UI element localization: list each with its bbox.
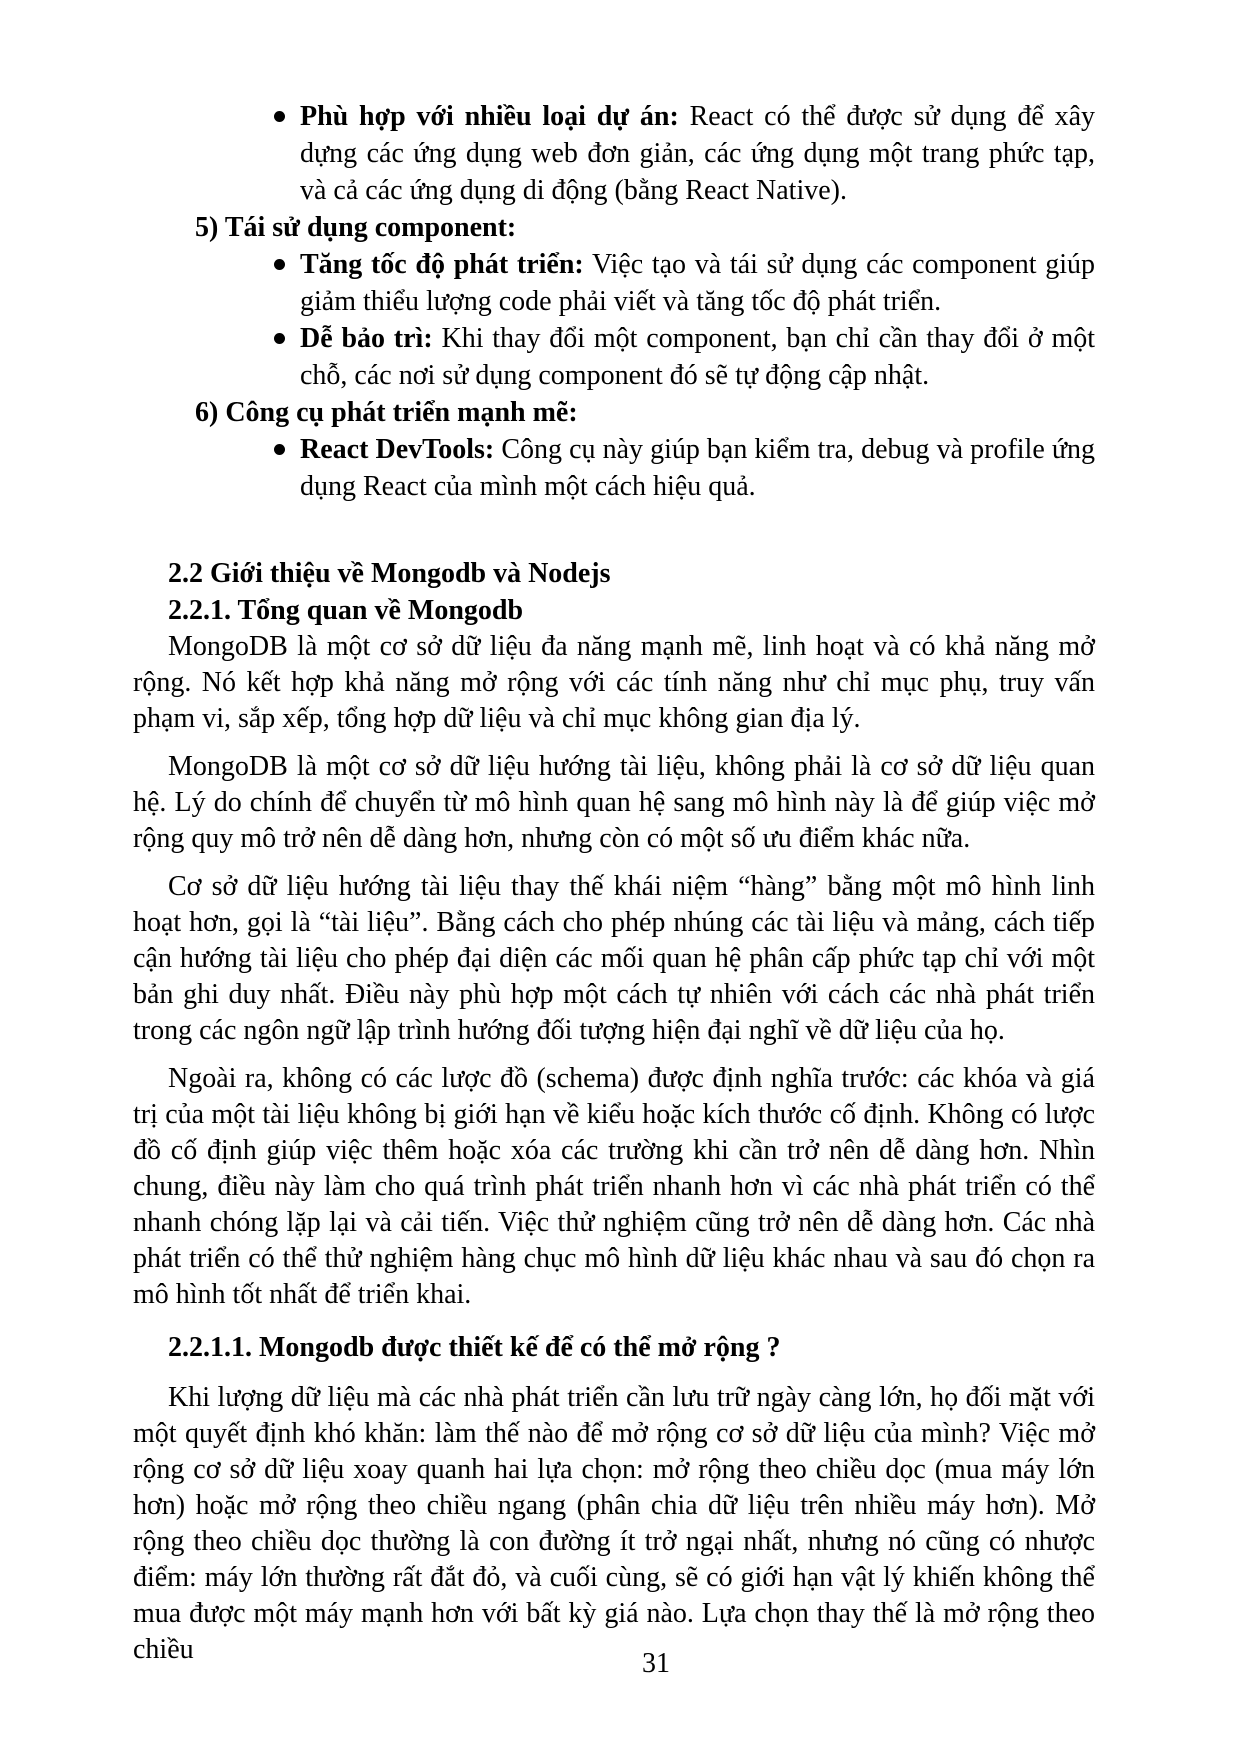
bullet-icon: [274, 111, 285, 122]
list-item: [133, 98, 1095, 209]
list-item-text: React có thể được sử dụng để xây dựng các ứng dụng web đơn giản, các ứng dụng một trang phức tạp, và cả các ứng dụng di động (bằng React Native).: [300, 101, 1095, 206]
list-item-text: Khi thay đổi một component, bạn chỉ cần thay đổi ở một chỗ, các nơi sử dụng component đó sẽ tự động cập nhật.: [300, 323, 1095, 391]
list-item-numbered: [133, 209, 1095, 246]
list-item: [133, 320, 1095, 394]
bullet-icon: [274, 444, 285, 455]
page-number: 31: [642, 1648, 670, 1679]
subsection-heading: 2.2.1. Tổng quan về Mongodb: [168, 595, 524, 626]
numbered-item-label: 5) Tái sử dụng component:: [195, 212, 517, 243]
paragraph: MongoDB là một cơ sở dữ liệu hướng tài liệu, không phải là cơ sở dữ liệu quan hệ. Lý do chính để chuyển từ mô hình quan hệ sang mô hình này là để giúp việc mở rộng quy mô trở nên dễ dàng hơn, nhưng còn có một số ưu điểm khác nữa.: [133, 751, 1095, 854]
list-item-lead: Tăng tốc độ phát triển:: [300, 249, 584, 280]
bullet-icon: [274, 259, 285, 270]
list-item-lead: React DevTools:: [300, 434, 495, 465]
paragraph: Ngoài ra, không có các lược đồ (schema) được định nghĩa trước: các khóa và giá trị của một tài liệu không bị giới hạn về kiểu hoặc kích thước cố định. Không có lược đồ cố định giúp việc thêm hoặc xóa các trường khi cần trở nên dễ dàng hơn. Nhìn chung, điều này làm cho quá trình phát triển nhanh hơn vì các nhà phát triển có thể nhanh chóng lặp lại và cải tiến. Việc thử nghiệm cũng trở nên dễ dàng hơn. Các nhà phát triển có thể thử nghiệm hàng chục mô hình dữ liệu khác nhau và sau đó chọn ra mô hình tốt nhất để triển khai.: [133, 1063, 1095, 1310]
paragraph: Khi lượng dữ liệu mà các nhà phát triển cần lưu trữ ngày càng lớn, họ đối mặt với một quyết định khó khăn: làm thế nào để mở rộng cơ sở dữ liệu của mình? Việc mở rộng cơ sở dữ liệu xoay quanh hai lựa chọn: mở rộng theo chiều dọc (mua máy lớn hơn) hoặc mở rộng theo chiều ngang (phân chia dữ liệu trên nhiều máy hơn). Mở rộng theo chiều dọc thường là con đường ít trở ngại nhất, nhưng nó cũng có nhược điểm: máy lớn thường rất đắt đỏ, và cuối cùng, sẽ có giới hạn vật lý khiến không thể mua được một máy mạnh hơn với bất kỳ giá nào. Lựa chọn thay thế là mở rộng theo chiều: [133, 1382, 1095, 1665]
list-item-lead: Phù hợp với nhiều loại dự án:: [300, 101, 679, 132]
bullet-icon: [274, 333, 285, 344]
react-feature-list: [133, 98, 1095, 505]
list-item-lead: Dễ bảo trì:: [300, 323, 433, 354]
list-item-text: Công cụ này giúp bạn kiểm tra, debug và profile ứng dụng React của mình một cách hiệu quả.: [300, 434, 1096, 502]
list-item: [133, 246, 1095, 320]
page-content: [133, 98, 1095, 1668]
list-item-text: Việc tạo và tái sử dụng các component giúp giảm thiểu lượng code phải viết và tăng tốc độ phát triển.: [300, 249, 1096, 317]
paragraph: Cơ sở dữ liệu hướng tài liệu thay thế khái niệm “hàng” bằng một mô hình linh hoạt hơn, gọi là “tài liệu”. Bằng cách cho phép nhúng các tài liệu và mảng, cách tiếp cận hướng tài liệu cho phép đại diện các mối quan hệ phân cấp phức tạp chỉ với một bản ghi duy nhất. Điều này phù hợp một cách tự nhiên với cách các nhà phát triển trong các ngôn ngữ lập trình hướng đối tượng hiện đại nghĩ về dữ liệu của họ.: [133, 871, 1095, 1046]
list-item-numbered: [133, 394, 1095, 431]
list-item: [133, 431, 1095, 505]
section-heading: 2.2 Giới thiệu về Mongodb và Nodejs: [168, 558, 611, 589]
subsubsection-heading: 2.2.1.1. Mongodb được thiết kế để có thể mở rộng ?: [168, 1332, 781, 1363]
paragraph: MongoDB là một cơ sở dữ liệu đa năng mạnh mẽ, linh hoạt và có khả năng mở rộng. Nó kết hợp khả năng mở rộng với các tính năng như chỉ mục phụ, truy vấn phạm vi, sắp xếp, tổng hợp dữ liệu và chỉ mục không gian địa lý.: [133, 631, 1095, 734]
numbered-item-label: 6) Công cụ phát triển mạnh mẽ:: [195, 397, 578, 428]
